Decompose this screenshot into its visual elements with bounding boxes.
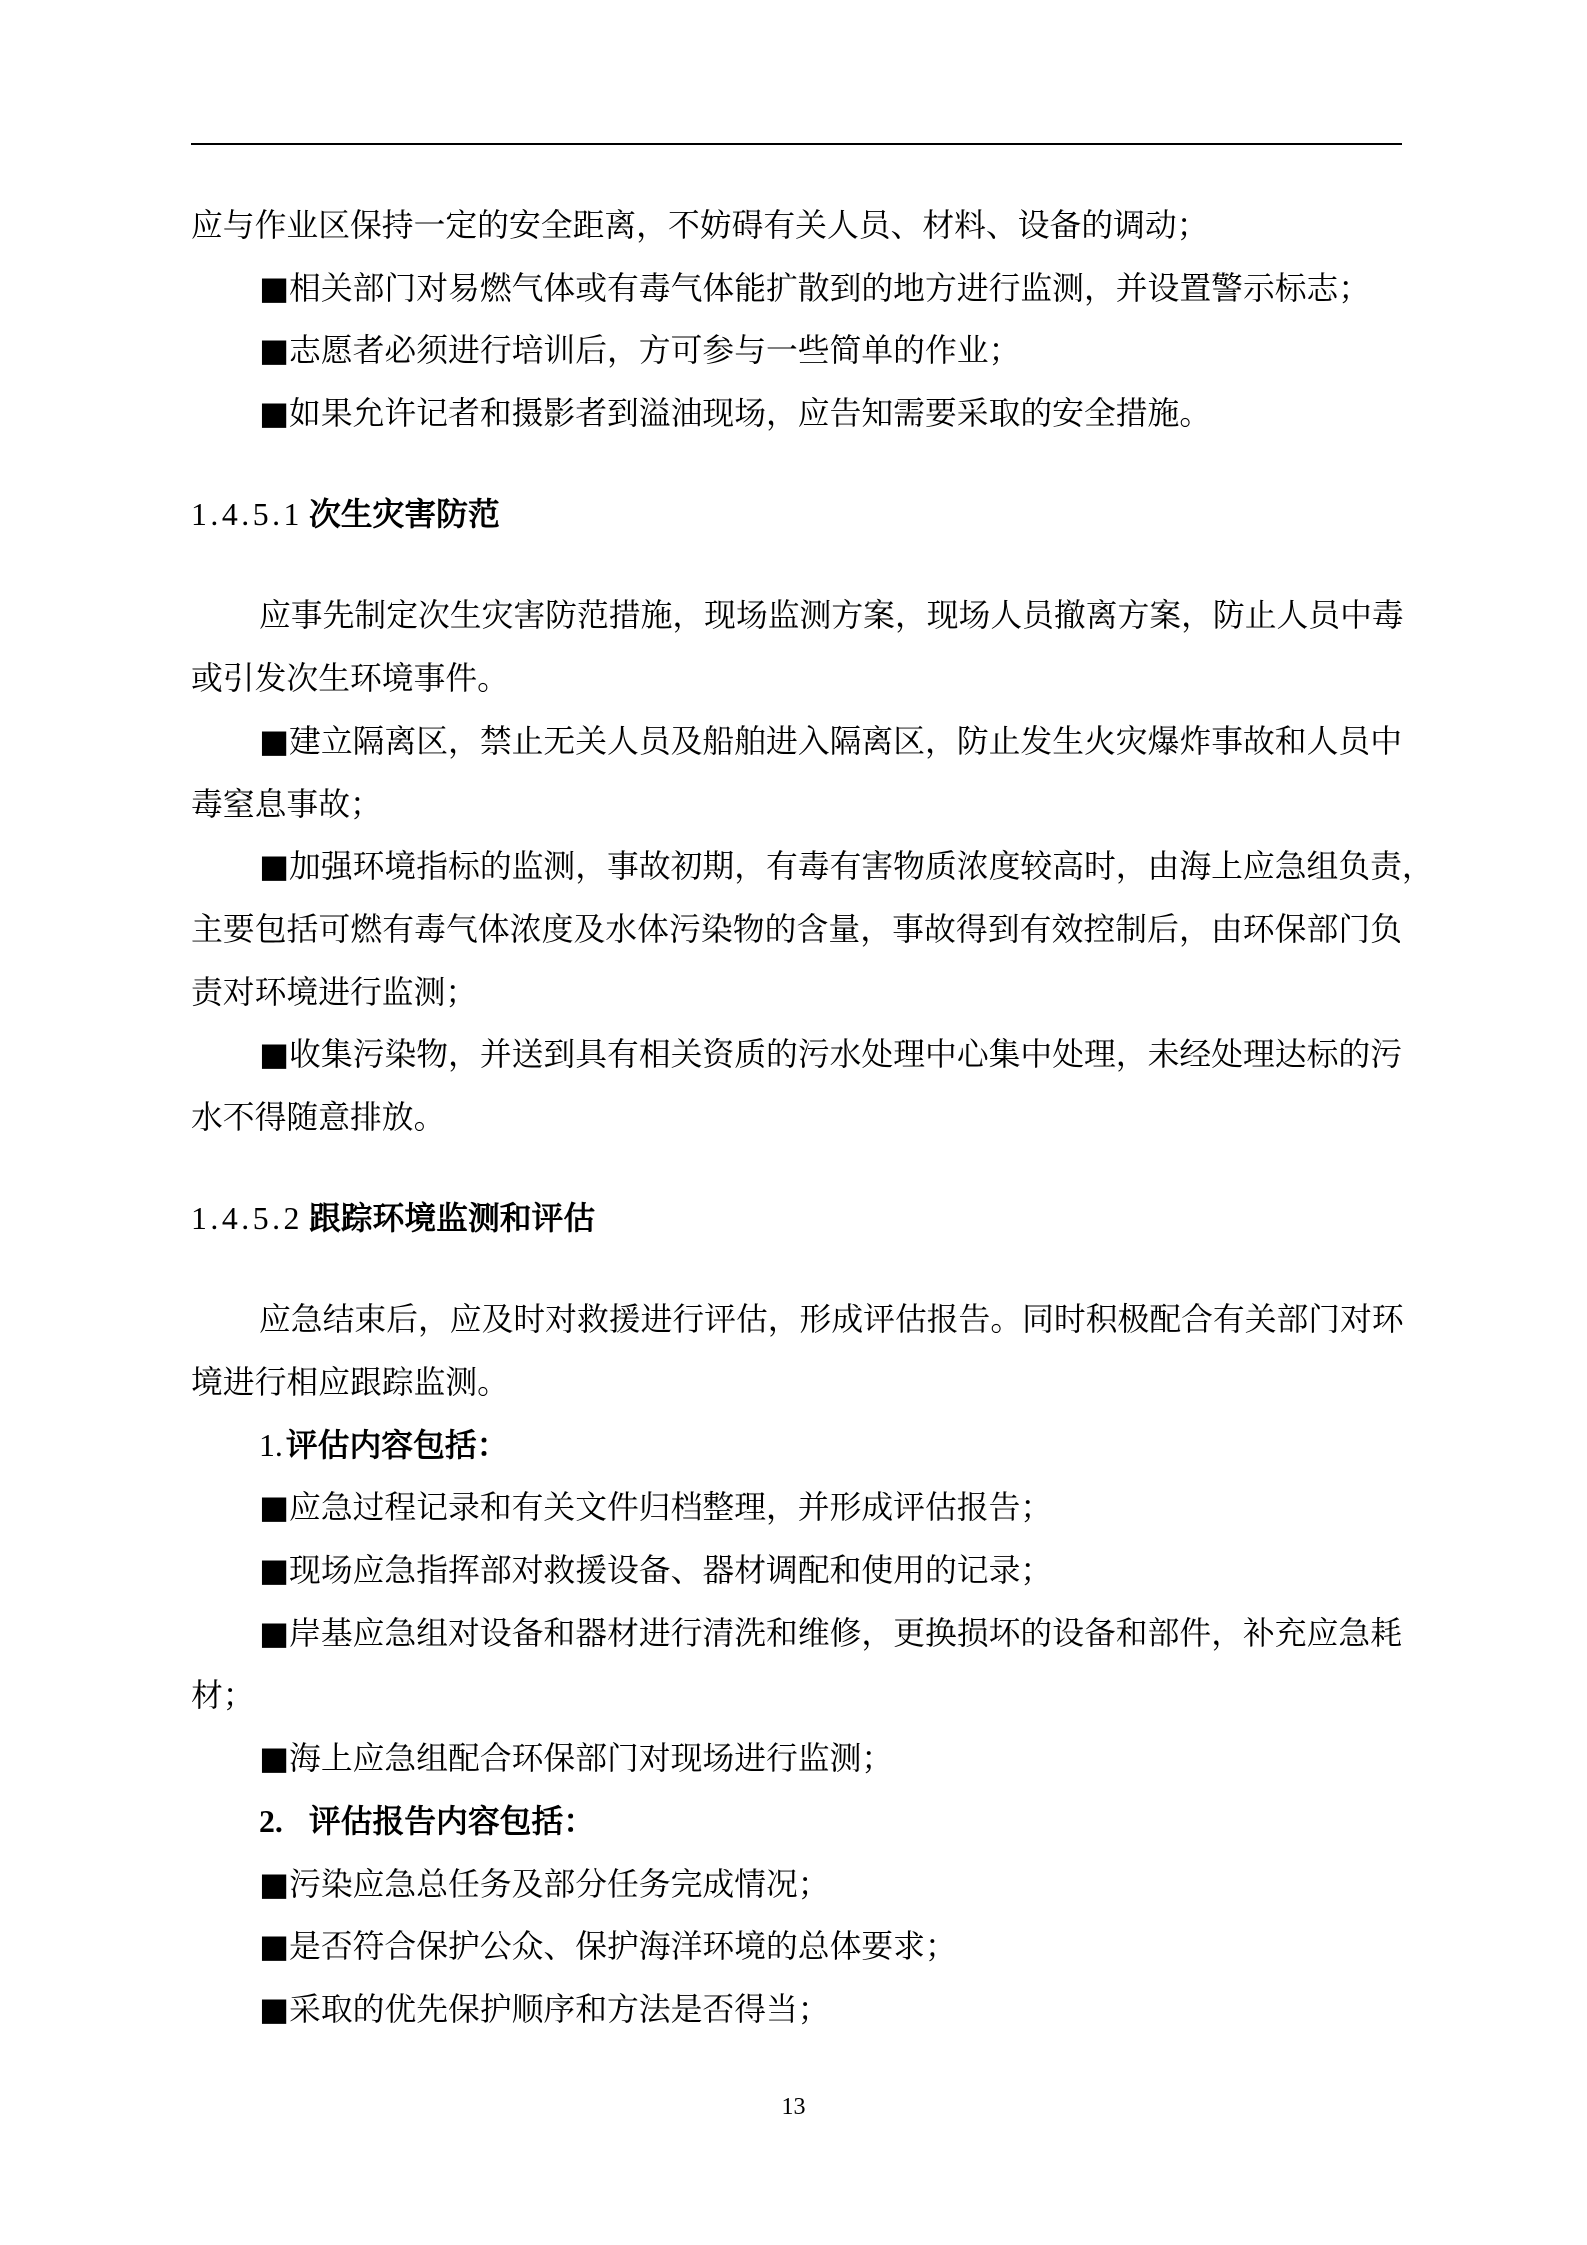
- paragraph-line: 应事先制定次生灾害防范措施，现场监测方案，现场人员撤离方案，防止人员中毒: [259, 597, 1404, 635]
- paragraph-line: 境进行相应跟踪监测。: [191, 1364, 509, 1401]
- bullet-item: [191, 1540, 1402, 1603]
- bullet-line: ■海上应急组配合环保部门对现场进行监测；: [259, 1740, 894, 1778]
- list-number: 1.: [259, 1427, 283, 1463]
- section-title: 跟踪环境监测和评估: [308, 1199, 596, 1237]
- paragraph-line: 或引发次生环境事件。: [191, 660, 509, 698]
- list-title: 评估报告内容包括：: [308, 1802, 596, 1840]
- bullet-line: ■现场应急指挥部对救援设备、器材调配和使用的记录；: [259, 1552, 1053, 1590]
- bullet-line: ■建立隔离区，禁止无关人员及船舶进入隔离区，防止发生火灾爆炸事故和人员中: [259, 722, 1402, 760]
- section-heading: [191, 484, 1402, 547]
- bullet-item: [191, 258, 1402, 321]
- section-title: 次生灾害防范: [308, 495, 500, 533]
- continuation-line: 应与作业区保持一定的安全距离，不妨碍有关人员、材料、设备的调动；: [191, 207, 1209, 244]
- bullet-item: [191, 1024, 1402, 1149]
- bullet-line: ■岸基应急组对设备和器材进行清洗和维修，更换损坏的设备和部件，补充应急耗: [259, 1614, 1402, 1652]
- list-heading: [191, 1415, 1402, 1478]
- bullet-item: [191, 1477, 1402, 1540]
- bullet-item: [191, 1728, 1402, 1791]
- section-number: 1.4.5.2: [191, 1200, 303, 1236]
- bullet-item: [191, 836, 1434, 1024]
- bullet-line: ■如果允许记者和摄影者到溢油现场，应告知需要采取的安全措施。: [259, 395, 1212, 433]
- bullet-item: [191, 1854, 1402, 1917]
- bullet-line: ■是否符合保护公众、保护海洋环境的总体要求；: [259, 1928, 957, 1966]
- bullet-line: ■志愿者必须进行培训后，方可参与一些简单的作业；: [259, 332, 1021, 370]
- bullet-line: 水不得随意排放。: [191, 1098, 446, 1136]
- page-number: 13: [781, 2094, 806, 2120]
- bullet-line: ■相关部门对易燃气体或有毒气体能扩散到的地方进行监测，并设置警示标志；: [259, 269, 1371, 307]
- section-heading: [191, 1188, 1402, 1251]
- section-number: 1.4.5.1: [191, 496, 303, 532]
- bullet-line: 主要包括可燃有毒气体浓度及水体污染物的含量，事故得到有效控制后，由环保部门负: [191, 910, 1402, 948]
- bullet-line: ■污染应急总任务及部分任务完成情况；: [259, 1865, 830, 1903]
- paragraph: [191, 1289, 1402, 1414]
- page-body: [191, 195, 1434, 2042]
- bullet-line: ■加强环境指标的监测，事故初期，有毒有害物质浓度较高时，由海上应急组负责，: [259, 848, 1434, 886]
- bullet-line: ■应急过程记录和有关文件归档整理，并形成评估报告；: [259, 1489, 1053, 1527]
- bullet-item: [191, 1603, 1402, 1728]
- list-number: 2.: [259, 1803, 283, 1839]
- list-title: 评估内容包括：: [285, 1426, 509, 1464]
- bullet-line: 毒窒息事故；: [191, 785, 382, 823]
- bullet-line: ■采取的优先保护顺序和方法是否得当；: [259, 1990, 830, 2028]
- bullet-line: ■收集污染物，并送到具有相关资质的污水处理中心集中处理，未经处理达标的污: [259, 1036, 1402, 1074]
- header-rule: [191, 143, 1402, 145]
- bullet-line: 材；: [191, 1677, 255, 1715]
- bullet-line: 责对环境进行监测；: [191, 973, 478, 1011]
- bullet-item: [191, 320, 1402, 383]
- bullet-item: [191, 1979, 1402, 2042]
- list-heading: [191, 1791, 1402, 1854]
- bullet-item: [191, 1916, 1402, 1979]
- bullet-item: [191, 383, 1402, 446]
- bullet-item: [191, 711, 1402, 836]
- paragraph-line: 应急结束后，应及时对救援进行评估，形成评估报告。同时积极配合有关部门对环: [259, 1301, 1404, 1339]
- paragraph: [191, 585, 1402, 710]
